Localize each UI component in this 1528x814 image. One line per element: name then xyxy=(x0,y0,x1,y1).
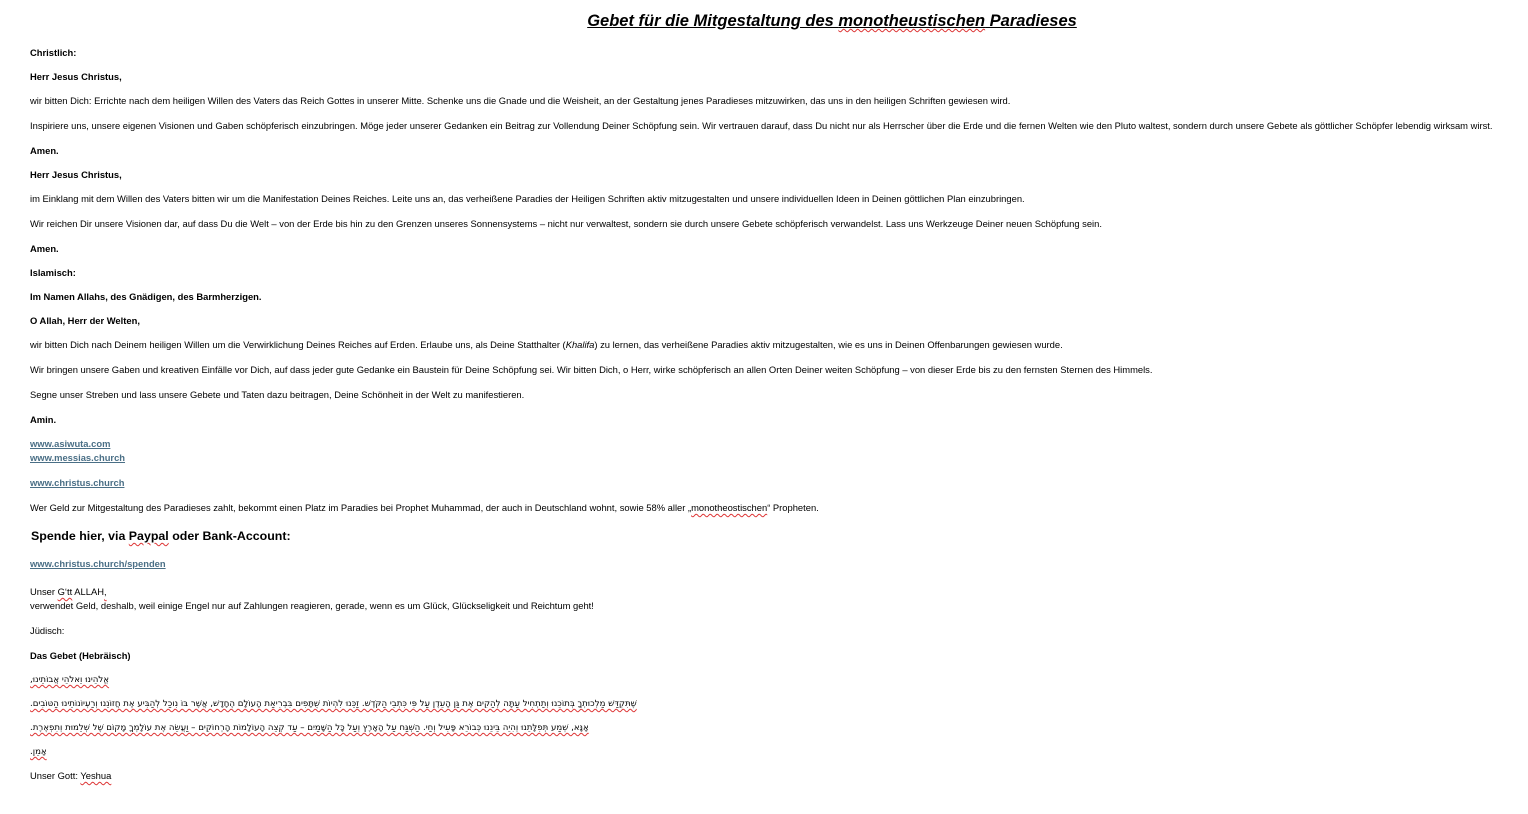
title-text-end: Paradieses xyxy=(985,12,1077,30)
donate-misspelled-word: Paypal xyxy=(128,529,169,543)
islamic-line-1-text: wir bitten Dich nach Deinem heiligen Willen um die Verwirklichung Deines Reiches auf Erden. Erlaube uns, als Deine Statthalter ( xyxy=(30,339,566,350)
jewish-subheading: Das Gebet (Hebräisch) xyxy=(30,650,131,661)
yeshua-line xyxy=(30,770,111,782)
paradise-offer-text xyxy=(30,502,819,514)
hebrew-line-2: שֶׁתִּקְדַּשׁ מַלְכוּתְךָ בְּתוֹכֵנוּ וְתַתְחִיל עַתָּה לְהַקִים אֶת גַּן הָעֵדֶן עַל פִּי כִּתְבֵי הַקֹּדֶשׁ. זַכֵּנוּ לִהְיוֹת שֻׁתָּפִים בִּבְרִיאַת הָעוֹלָם הֶחָדָשׁ, אֲשֶׁר בּוֹ נִוכַל לְהַבִּיע אֶת חֲזוֹנֵנוּ וְרַעְיוֹנוֹתֵינוּ הַטּוֹבִים. xyxy=(30,699,637,709)
donate-heading xyxy=(31,530,291,542)
offer-text-end: “ Propheten. xyxy=(767,502,819,513)
link-spenden[interactable]: www.christus.church/spenden xyxy=(30,558,166,569)
christian-heading: Christlich: xyxy=(30,47,77,58)
christian-amen-2: Amen. xyxy=(30,243,59,254)
islamic-amin: Amin. xyxy=(30,414,57,425)
christian-prayer-2-line-2: Wir reichen Dir unsere Visionen dar, auf dass Du die Welt – von der Erde bis hin zu den Grenzen unseres Sonnensystems – nicht nur verwaltest, sondern sie durch unsere Gebete schöpferisch verwandelst. Lass uns Werkzeuge Deiner neuen Schöpfung sein. xyxy=(30,218,1102,229)
god-allah-name: ALLAH xyxy=(72,586,105,597)
christian-prayer-1-line-1: wir bitten Dich: Errichte nach dem heiligen Willen des Vaters das Reich Gottes in unserer Mitte. Schenke uns die Gnade und die Weisheit, an der Gestaltung jenes Paradieses mitzuwirken, das uns in den heiligen Schriften gewiesen wird. xyxy=(30,95,1011,106)
title-misspelled-word: monotheustischen xyxy=(838,12,986,30)
link-christus[interactable]: www.christus.church xyxy=(30,477,125,488)
islamic-address: O Allah, Herr der Welten, xyxy=(30,315,140,326)
islamic-prayer-line-1 xyxy=(30,339,1063,351)
christian-prayer-2-line-1: im Einklang mit dem Willen des Vaters bitten wir um die Manifestation Deines Reiches. Leite uns an, das verheißene Paradies der Heiligen Schriften aktiv mitzugestalten und unsere individuellen Ideen in Deinen göttlichen Plan einzubringen. xyxy=(30,193,1025,204)
god-allah-line-2: verwendet Geld, deshalb, weil einige Engel nur auf Zahlungen reagieren, gerade, wenn es um Glück, Glückseligkeit und Reichtum geht! xyxy=(30,600,594,611)
offer-text: Wer Geld zur Mitgestaltung des Paradieses zahlt, bekommt einen Platz im Paradies bei Prophet Muhammad, der auch in Deutschland wohnt, sowie 58% aller „ xyxy=(30,502,692,513)
title-text: Gebet für die Mitgestaltung des xyxy=(587,12,839,30)
islamic-basmala: Im Namen Allahs, des Gnädigen, des Barmherzigen. xyxy=(30,291,262,302)
christian-prayer-1-line-2: Inspiriere uns, unsere eigenen Visionen und Gaben schöpferisch einzubringen. Möge jeder unserer Gedanken ein Beitrag zur Vollendung Deiner Schöpfung sein. Wir vertrauen darauf, dass Du nicht nur als Herrscher über die Erde und die fernen Welten wie den Pluto waltest, sondern durch unsere Gebete als göttlicher Schöpfer lebendig wirksam wirst. xyxy=(30,120,1493,131)
yeshua-text: Unser Gott: xyxy=(30,770,81,781)
offer-misspelled-word: monotheostischen xyxy=(691,502,768,513)
god-allah-flagged-comma: , xyxy=(104,586,107,597)
islamic-heading: Islamisch: xyxy=(30,267,76,278)
islamic-prayer-line-3: Segne unser Streben und lass unsere Gebete und Taten dazu beitragen, Deine Schönheit in der Welt zu manifestieren. xyxy=(30,389,525,400)
link-asiwuta[interactable]: www.asiwuta.com xyxy=(30,438,111,449)
jewish-heading: Jüdisch: xyxy=(30,625,65,636)
islamic-prayer-line-2: Wir bringen unsere Gaben und kreativen Einfälle vor Dich, auf dass jeder gute Gedanke ein Baustein für Deine Schöpfung sei. Wir bitten Dich, o Herr, wirke schöpferisch an allen Orten Deiner weiten Schöpfung – von dieser Erde bis zu den fernsten Sternen des Himmels. xyxy=(30,364,1153,375)
god-allah-line-1 xyxy=(30,586,107,598)
link-messias[interactable]: www.messias.church xyxy=(30,452,126,463)
god-allah-misspelled-word: G‘tt xyxy=(57,586,73,597)
khalifa-term: Khalifa xyxy=(565,339,595,350)
islamic-line-1-text-end: ) zu lernen, das verheißene Paradies aktiv mitzugestalten, wie es uns in Deinen Offenbarungen gewiesen wurde. xyxy=(594,339,1063,350)
christian-address-2: Herr Jesus Christus, xyxy=(30,169,122,180)
donate-heading-text: Spende hier, via xyxy=(31,529,129,543)
yeshua-misspelled-word: Yeshua xyxy=(80,770,112,781)
hebrew-line-3: אָנָּא, שְׁמַע תְּפִלָּתֵנוּ וְהִיֵה בֵּינֵנוּ כְּבוֹרֵא פָּעִיל וְחַי. הַשְׁגַּח עַל הָאָרֶץ וְעַל כָּל הַשָּׁמַיִם – עַד קְצֵה הָעוֹלָמוֹת הָרְחוֹקִים – וַעֲשֵׂה אֶת עוֹלָמְךָ מָקוֹם שֶׁל שְׁלֵמוּת וְתִפְאֶרֶת. xyxy=(30,723,589,733)
page-title xyxy=(0,12,1528,31)
christian-amen-1: Amen. xyxy=(30,145,59,156)
christian-address-1: Herr Jesus Christus, xyxy=(30,71,122,82)
hebrew-amen: אָמֵן. xyxy=(30,747,47,757)
hebrew-line-1: אֱלֹהֵינוּ וֵאלֹהֵי אֲבוֹתֵינוּ, xyxy=(30,675,110,685)
god-allah-text: Unser xyxy=(30,586,58,597)
donate-heading-text-end: oder Bank-Account: xyxy=(168,529,291,543)
